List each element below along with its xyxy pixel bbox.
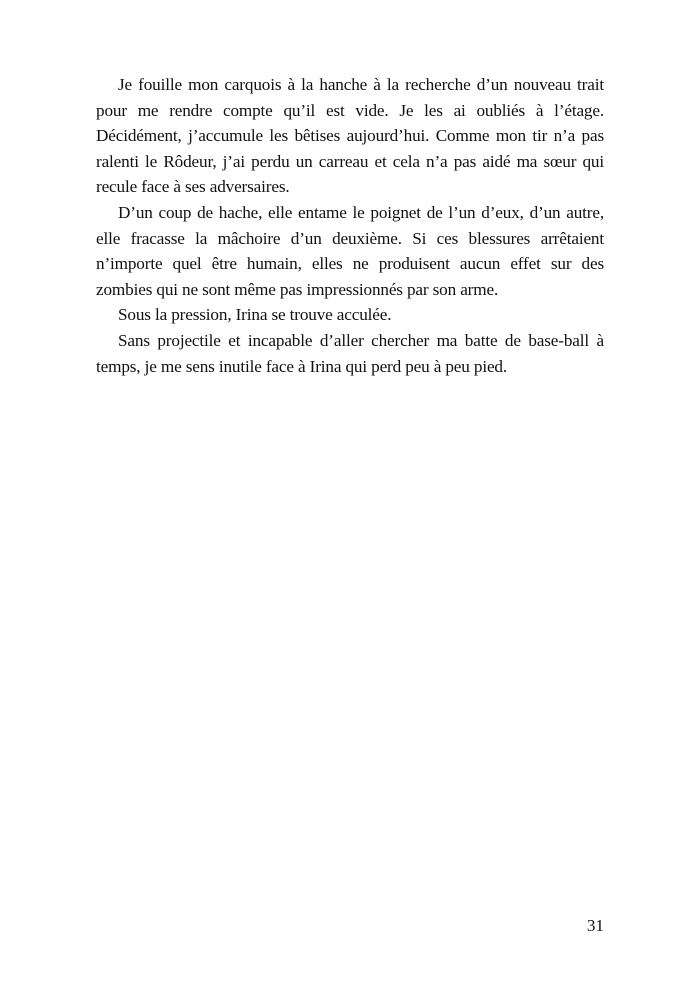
paragraph: D’un coup de hache, elle entame le poignet de l’un d’eux, d’un autre, elle fracasse la mâchoire d’un deuxième. Si ces blessures arrêtaient n’importe quel être humain, elles ne produisent aucun effet sur des zombies qui ne sont même pas impressionnés par son arme. — [96, 202, 604, 299]
body-text — [96, 72, 604, 379]
page-number: 31 — [586, 916, 604, 935]
paragraph: Sans projectile et incapable d’aller chercher ma batte de base-ball à temps, je me sens inutile face à Irina qui perd peu à peu pied. — [96, 330, 604, 376]
paragraph: Sous la pression, Irina se trouve acculée. — [118, 305, 392, 325]
paragraph: Je fouille mon carquois à la hanche à la recherche d’un nouveau trait pour me rendre compte qu’il est vide. Je les ai oubliés à l’étage. Décidément, j’accumule les bêtises aujourd’hui. Comme mon tir n’a pas ralenti le Rôdeur, j’ai perdu un carreau et cela n’a pas aidé ma sœur qui recule face à ses adversaires. — [96, 75, 604, 197]
